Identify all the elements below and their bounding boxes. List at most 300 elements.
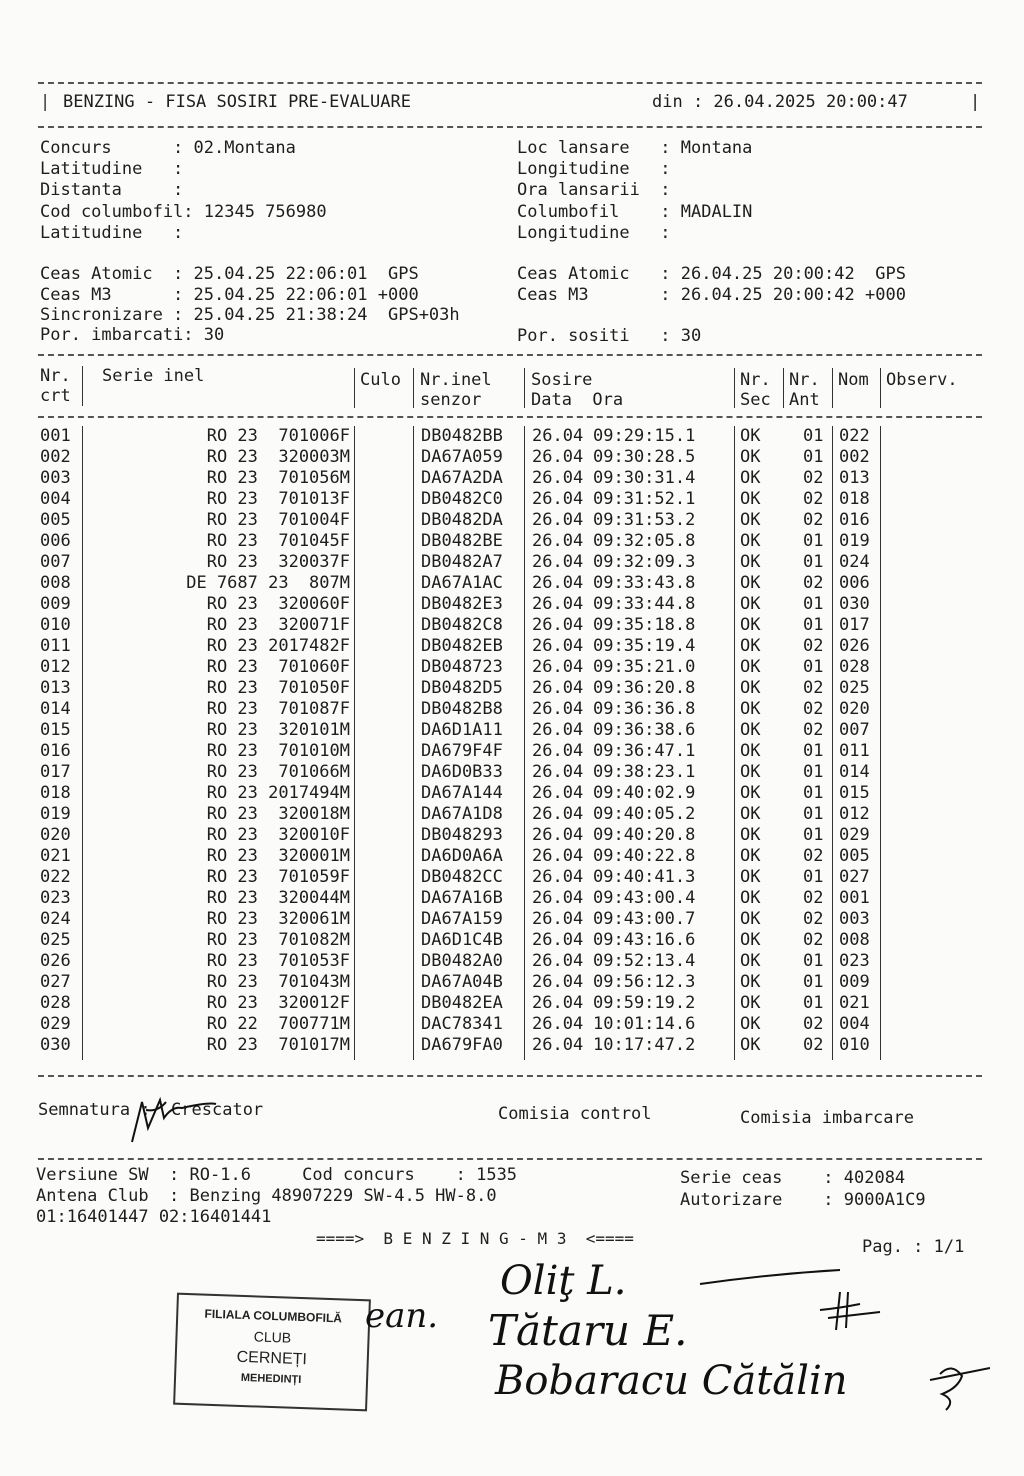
divider [38, 126, 982, 128]
arrival-date: 26.04 [532, 972, 584, 992]
column-separator [82, 426, 83, 1060]
arrival-date: 26.04 [532, 783, 584, 803]
stamp-line: CLUB [253, 1328, 292, 1346]
row-number: 028 [40, 993, 71, 1013]
header-left-bar: | [40, 92, 51, 112]
col-ant-header-2: Ant [789, 390, 820, 410]
sec-status: OK [740, 888, 761, 908]
arrival-date: 26.04 [532, 573, 584, 593]
row-number: 015 [40, 720, 71, 740]
antenna-number: 02 [803, 699, 824, 719]
ring-series: RO 22 700771M [206, 1014, 350, 1034]
nom-number: 017 [839, 615, 870, 635]
sec-status: OK [740, 741, 761, 761]
sec-status: OK [740, 594, 761, 614]
sensor-ring: DB0482DA [421, 510, 503, 530]
sec-status: OK [740, 531, 761, 551]
sensor-ring: DB0482A0 [421, 951, 503, 971]
nom-number: 023 [839, 951, 870, 971]
ring-series: RO 23 701045F [206, 531, 350, 551]
divider [38, 1075, 982, 1077]
footer-line: 01:16401447 02:16401441 [36, 1207, 272, 1227]
nom-number: 021 [839, 993, 870, 1013]
antenna-number: 02 [803, 489, 824, 509]
sec-status: OK [740, 1035, 761, 1055]
row-number: 020 [40, 825, 71, 845]
arrival-time: 09:40:20.8 [593, 825, 696, 845]
sensor-ring: DB048293 [421, 825, 503, 845]
antenna-number: 02 [803, 720, 824, 740]
footer-line: Antena Club : Benzing 48907229 SW-4.5 HW-8.0 [36, 1186, 497, 1206]
ring-series: RO 23 2017494M [206, 783, 350, 803]
row-number: 005 [40, 510, 71, 530]
ring-series: RO 23 701013F [206, 489, 350, 509]
handwritten-marks [690, 1262, 990, 1412]
sec-status: OK [740, 993, 761, 1013]
nom-number: 006 [839, 573, 870, 593]
antenna-number: 01 [803, 615, 824, 635]
arrival-date: 26.04 [532, 993, 584, 1013]
antenna-number: 01 [803, 762, 824, 782]
row-number: 023 [40, 888, 71, 908]
page-number: Pag. : 1/1 [862, 1237, 965, 1257]
nom-number: 007 [839, 720, 870, 740]
row-number: 016 [40, 741, 71, 761]
antenna-number: 01 [803, 993, 824, 1013]
sensor-ring: DA67A059 [421, 447, 503, 467]
arrival-time: 09:40:02.9 [593, 783, 696, 803]
sec-status: OK [740, 930, 761, 950]
antenna-number: 02 [803, 1014, 824, 1034]
crescator-signature-mark [112, 1088, 222, 1148]
sensor-ring: DB0482E3 [421, 594, 503, 614]
col-sec-header: Nr. [740, 370, 771, 390]
handwritten-name: Oliţ L. [500, 1258, 627, 1304]
column-separator [524, 426, 525, 1060]
nom-number: 030 [839, 594, 870, 614]
row-number: 018 [40, 783, 71, 803]
stamp-line: MEHEDINȚI [240, 1371, 302, 1387]
nom-number: 018 [839, 489, 870, 509]
row-number: 011 [40, 636, 71, 656]
arrival-date: 26.04 [532, 531, 584, 551]
row-number: 012 [40, 657, 71, 677]
sec-status: OK [740, 489, 761, 509]
ring-series: RO 23 320071F [206, 615, 350, 635]
row-number: 002 [40, 447, 71, 467]
info-line: Longitudine : [517, 159, 671, 179]
arrival-time: 09:35:21.0 [593, 657, 696, 677]
row-number: 008 [40, 573, 71, 593]
arrival-date: 26.04 [532, 657, 584, 677]
clock-line: Ceas M3 : 25.04.25 22:06:01 +000 [40, 285, 419, 305]
antenna-number: 02 [803, 846, 824, 866]
antenna-number: 01 [803, 783, 824, 803]
nom-number: 008 [839, 930, 870, 950]
divider [38, 1158, 982, 1160]
nom-number: 001 [839, 888, 870, 908]
report-date: din : 26.04.2025 20:00:47 [652, 92, 908, 112]
ring-series: RO 23 701004F [206, 510, 350, 530]
row-number: 024 [40, 909, 71, 929]
row-number: 022 [40, 867, 71, 887]
sec-status: OK [740, 1014, 761, 1034]
column-separator [734, 368, 735, 408]
arrival-time: 09:35:19.4 [593, 636, 696, 656]
col-senzor-header: Nr.inel [420, 370, 492, 390]
arrival-date: 26.04 [532, 678, 584, 698]
clock-line: Por. sositi : 30 [517, 326, 702, 346]
info-line: Columbofil : MADALIN [517, 202, 753, 222]
arrival-time: 09:43:00.4 [593, 888, 696, 908]
arrival-date: 26.04 [532, 1035, 584, 1055]
sec-status: OK [740, 510, 761, 530]
nom-number: 003 [839, 909, 870, 929]
sec-status: OK [740, 951, 761, 971]
nom-number: 025 [839, 678, 870, 698]
col-sosire-header: Sosire [531, 370, 593, 390]
arrival-time: 09:38:23.1 [593, 762, 696, 782]
nom-number: 024 [839, 552, 870, 572]
ring-series: RO 23 701082M [206, 930, 350, 950]
sensor-ring: DA6D1A11 [421, 720, 503, 740]
sensor-ring: DA6D0A6A [421, 846, 503, 866]
arrival-date: 26.04 [532, 552, 584, 572]
clock-line: Sincronizare : 25.04.25 21:38:24 GPS+03h [40, 305, 460, 325]
sec-status: OK [740, 720, 761, 740]
arrival-date: 26.04 [532, 447, 584, 467]
antenna-number: 01 [803, 804, 824, 824]
row-number: 017 [40, 762, 71, 782]
arrival-time: 09:36:36.8 [593, 699, 696, 719]
nom-number: 028 [839, 657, 870, 677]
sec-status: OK [740, 678, 761, 698]
arrival-date: 26.04 [532, 699, 584, 719]
arrival-time: 09:33:43.8 [593, 573, 696, 593]
row-number: 019 [40, 804, 71, 824]
nom-number: 012 [839, 804, 870, 824]
sec-status: OK [740, 972, 761, 992]
ring-series: RO 23 701017M [206, 1035, 350, 1055]
arrival-date: 26.04 [532, 594, 584, 614]
nom-number: 011 [839, 741, 870, 761]
nom-number: 029 [839, 825, 870, 845]
arrival-date: 26.04 [532, 846, 584, 866]
nom-number: 026 [839, 636, 870, 656]
antenna-number: 01 [803, 426, 824, 446]
sec-status: OK [740, 804, 761, 824]
arrival-time: 10:01:14.6 [593, 1014, 696, 1034]
arrival-date: 26.04 [532, 636, 584, 656]
ring-series: DE 7687 23 807M [186, 573, 350, 593]
ring-series: RO 23 320018M [206, 804, 350, 824]
nom-number: 005 [839, 846, 870, 866]
arrival-time: 09:40:41.3 [593, 867, 696, 887]
arrival-date: 26.04 [532, 468, 584, 488]
ring-series: RO 23 701066M [206, 762, 350, 782]
antenna-number: 01 [803, 825, 824, 845]
arrival-time: 09:40:22.8 [593, 846, 696, 866]
arrival-date: 26.04 [532, 615, 584, 635]
ring-series: RO 23 701050F [206, 678, 350, 698]
sensor-ring: DA67A159 [421, 909, 503, 929]
row-number: 010 [40, 615, 71, 635]
antenna-number: 01 [803, 552, 824, 572]
info-line: Longitudine : [517, 223, 671, 243]
stamp-line: CERNEȚI [236, 1348, 308, 1369]
antenna-number: 01 [803, 531, 824, 551]
info-line: Latitudine : [40, 223, 184, 243]
ring-series: RO 23 320012F [206, 993, 350, 1013]
info-line: Distanta : [40, 180, 184, 200]
info-line: Cod columbofil: 12345 756980 [40, 202, 327, 222]
arrival-date: 26.04 [532, 951, 584, 971]
sensor-ring: DA6D0B33 [421, 762, 503, 782]
ring-series: RO 23 701059F [206, 867, 350, 887]
sensor-ring: DA67A2DA [421, 468, 503, 488]
info-line: Loc lansare : Montana [517, 138, 753, 158]
arrival-time: 09:40:05.2 [593, 804, 696, 824]
sec-status: OK [740, 426, 761, 446]
nom-number: 022 [839, 426, 870, 446]
brand-banner: ====> B E N Z I N G - M 3 <==== [316, 1229, 634, 1248]
arrival-time: 09:35:18.8 [593, 615, 696, 635]
sec-status: OK [740, 825, 761, 845]
arrival-time: 09:36:47.1 [593, 741, 696, 761]
column-separator [354, 426, 355, 1060]
antenna-number: 01 [803, 447, 824, 467]
handwritten-name: Bobaracu Cătălin [495, 1358, 848, 1404]
antenna-number: 02 [803, 510, 824, 530]
arrival-date: 26.04 [532, 867, 584, 887]
arrival-date: 26.04 [532, 741, 584, 761]
column-separator [524, 368, 525, 408]
divider [38, 82, 982, 84]
col-nom-header: Nom [838, 370, 869, 390]
signature-label: Semnatura : Crescator [38, 1100, 264, 1120]
ring-series: RO 23 701053F [206, 951, 350, 971]
arrival-time: 09:56:12.3 [593, 972, 696, 992]
comisia-imbarcare-label: Comisia imbarcare [740, 1108, 914, 1128]
footer-line: Autorizare : 9000A1C9 [680, 1190, 926, 1210]
col-observ-header: Observ. [886, 370, 958, 390]
sec-status: OK [740, 846, 761, 866]
comisia-control-label: Comisia control [498, 1104, 652, 1124]
arrival-date: 26.04 [532, 489, 584, 509]
row-number: 025 [40, 930, 71, 950]
col-sec-header-2: Sec [740, 390, 771, 410]
nom-number: 013 [839, 468, 870, 488]
clock-line: Ceas Atomic : 26.04.25 20:00:42 GPS [517, 264, 906, 284]
ring-series: RO 23 701010M [206, 741, 350, 761]
arrival-time: 09:32:05.8 [593, 531, 696, 551]
antenna-number: 01 [803, 951, 824, 971]
sensor-ring: DB048723 [421, 657, 503, 677]
ring-series: RO 23 320044M [206, 888, 350, 908]
row-number: 004 [40, 489, 71, 509]
nom-number: 009 [839, 972, 870, 992]
antenna-number: 01 [803, 867, 824, 887]
sensor-ring: DB0482D5 [421, 678, 503, 698]
row-number: 021 [40, 846, 71, 866]
arrival-time: 09:36:38.6 [593, 720, 696, 740]
row-number: 014 [40, 699, 71, 719]
antenna-number: 02 [803, 909, 824, 929]
column-separator [413, 368, 414, 408]
nom-number: 027 [839, 867, 870, 887]
clock-line: Por. imbarcati: 30 [40, 325, 225, 345]
antenna-number: 01 [803, 972, 824, 992]
arrival-time: 09:59:19.2 [593, 993, 696, 1013]
row-number: 006 [40, 531, 71, 551]
row-number: 007 [40, 552, 71, 572]
arrival-date: 26.04 [532, 510, 584, 530]
info-line: Concurs : 02.Montana [40, 138, 296, 158]
nom-number: 015 [839, 783, 870, 803]
sec-status: OK [740, 699, 761, 719]
sec-status: OK [740, 447, 761, 467]
antenna-number: 02 [803, 468, 824, 488]
column-separator [783, 368, 784, 408]
clock-line: Ceas Atomic : 25.04.25 22:06:01 GPS [40, 264, 419, 284]
ring-series: RO 23 320010F [206, 825, 350, 845]
divider [38, 416, 982, 418]
antenna-number: 02 [803, 636, 824, 656]
sensor-ring: DA6D1C4B [421, 930, 503, 950]
sec-status: OK [740, 573, 761, 593]
page-title: BENZING - FISA SOSIRI PRE-EVALUARE [63, 92, 411, 112]
column-separator [734, 426, 735, 1060]
nom-number: 020 [839, 699, 870, 719]
sec-status: OK [740, 552, 761, 572]
nom-number: 004 [839, 1014, 870, 1034]
column-separator [832, 368, 833, 408]
nom-number: 016 [839, 510, 870, 530]
sensor-ring: DB0482CC [421, 867, 503, 887]
col-serie-header: Serie inel [102, 366, 205, 386]
col-nr-header-2: crt [40, 386, 71, 406]
arrival-time: 09:29:15.1 [593, 426, 696, 446]
nom-number: 002 [839, 447, 870, 467]
sec-status: OK [740, 615, 761, 635]
row-number: 027 [40, 972, 71, 992]
arrival-time: 09:32:09.3 [593, 552, 696, 572]
arrival-time: 09:30:28.5 [593, 447, 696, 467]
row-number: 030 [40, 1035, 71, 1055]
arrival-time: 09:43:00.7 [593, 909, 696, 929]
handwritten-name: Tătaru E. [488, 1306, 688, 1355]
ring-series: RO 23 320101M [206, 720, 350, 740]
footer-line: Versiune SW : RO-1.6 Cod concurs : 1535 [36, 1165, 518, 1185]
column-separator [354, 368, 355, 408]
sensor-ring: DB0482C0 [421, 489, 503, 509]
antenna-number: 01 [803, 657, 824, 677]
antenna-number: 01 [803, 594, 824, 614]
arrival-date: 26.04 [532, 930, 584, 950]
sensor-ring: DA67A1AC [421, 573, 503, 593]
arrival-date: 26.04 [532, 426, 584, 446]
ring-series: RO 23 701060F [206, 657, 350, 677]
row-number: 001 [40, 426, 71, 446]
col-culo-header: Culo [360, 370, 401, 390]
antenna-number: 02 [803, 930, 824, 950]
sensor-ring: DA67A04B [421, 972, 503, 992]
row-number: 009 [40, 594, 71, 614]
sensor-ring: DA67A1D8 [421, 804, 503, 824]
row-number: 003 [40, 468, 71, 488]
col-senzor-header-2: senzor [420, 390, 482, 410]
ring-series: RO 23 320037F [206, 552, 350, 572]
sensor-ring: DA67A144 [421, 783, 503, 803]
sensor-ring: DA679FA0 [421, 1035, 503, 1055]
arrival-date: 26.04 [532, 825, 584, 845]
ring-series: RO 23 701006F [206, 426, 350, 446]
sensor-ring: DB0482C8 [421, 615, 503, 635]
sensor-ring: DB0482B8 [421, 699, 503, 719]
ring-series: RO 23 320061M [206, 909, 350, 929]
antenna-number: 01 [803, 741, 824, 761]
sec-status: OK [740, 468, 761, 488]
row-number: 026 [40, 951, 71, 971]
ring-series: RO 23 701043M [206, 972, 350, 992]
ring-series: RO 23 2017482F [206, 636, 350, 656]
nom-number: 019 [839, 531, 870, 551]
arrival-time: 09:31:53.2 [593, 510, 696, 530]
column-separator [832, 426, 833, 1060]
divider [38, 354, 982, 356]
arrival-date: 26.04 [532, 762, 584, 782]
sensor-ring: DB0482EB [421, 636, 503, 656]
info-line: Ora lansarii : [517, 180, 671, 200]
arrival-time: 10:17:47.2 [593, 1035, 696, 1055]
nom-number: 014 [839, 762, 870, 782]
column-separator [413, 426, 414, 1060]
arrival-date: 26.04 [532, 909, 584, 929]
arrival-time: 09:43:16.6 [593, 930, 696, 950]
sensor-ring: DA679F4F [421, 741, 503, 761]
ring-series: RO 23 320003M [206, 447, 350, 467]
antenna-number: 02 [803, 888, 824, 908]
sec-status: OK [740, 867, 761, 887]
club-stamp [173, 1293, 371, 1412]
arrival-time: 09:30:31.4 [593, 468, 696, 488]
sec-status: OK [740, 657, 761, 677]
antenna-number: 02 [803, 678, 824, 698]
sensor-ring: DB0482A7 [421, 552, 503, 572]
info-line: Latitudine : [40, 159, 184, 179]
antenna-number: 02 [803, 1035, 824, 1055]
row-number: 029 [40, 1014, 71, 1034]
sec-status: OK [740, 783, 761, 803]
arrival-time: 09:52:13.4 [593, 951, 696, 971]
sec-status: OK [740, 909, 761, 929]
ring-series: RO 23 701087F [206, 699, 350, 719]
clock-line: Ceas M3 : 26.04.25 20:00:42 +000 [517, 285, 906, 305]
sec-status: OK [740, 636, 761, 656]
arrival-time: 09:31:52.1 [593, 489, 696, 509]
row-number: 013 [40, 678, 71, 698]
col-ant-header: Nr. [789, 370, 820, 390]
header-right-bar: | [970, 92, 981, 112]
sensor-ring: DB0482BE [421, 531, 503, 551]
footer-line: Serie ceas : 402084 [680, 1168, 906, 1188]
ring-series: RO 23 701056M [206, 468, 350, 488]
nom-number: 010 [839, 1035, 870, 1055]
sensor-ring: DB0482BB [421, 426, 503, 446]
sensor-ring: DAC78341 [421, 1014, 503, 1034]
sensor-ring: DB0482EA [421, 993, 503, 1013]
ring-series: RO 23 320001M [206, 846, 350, 866]
